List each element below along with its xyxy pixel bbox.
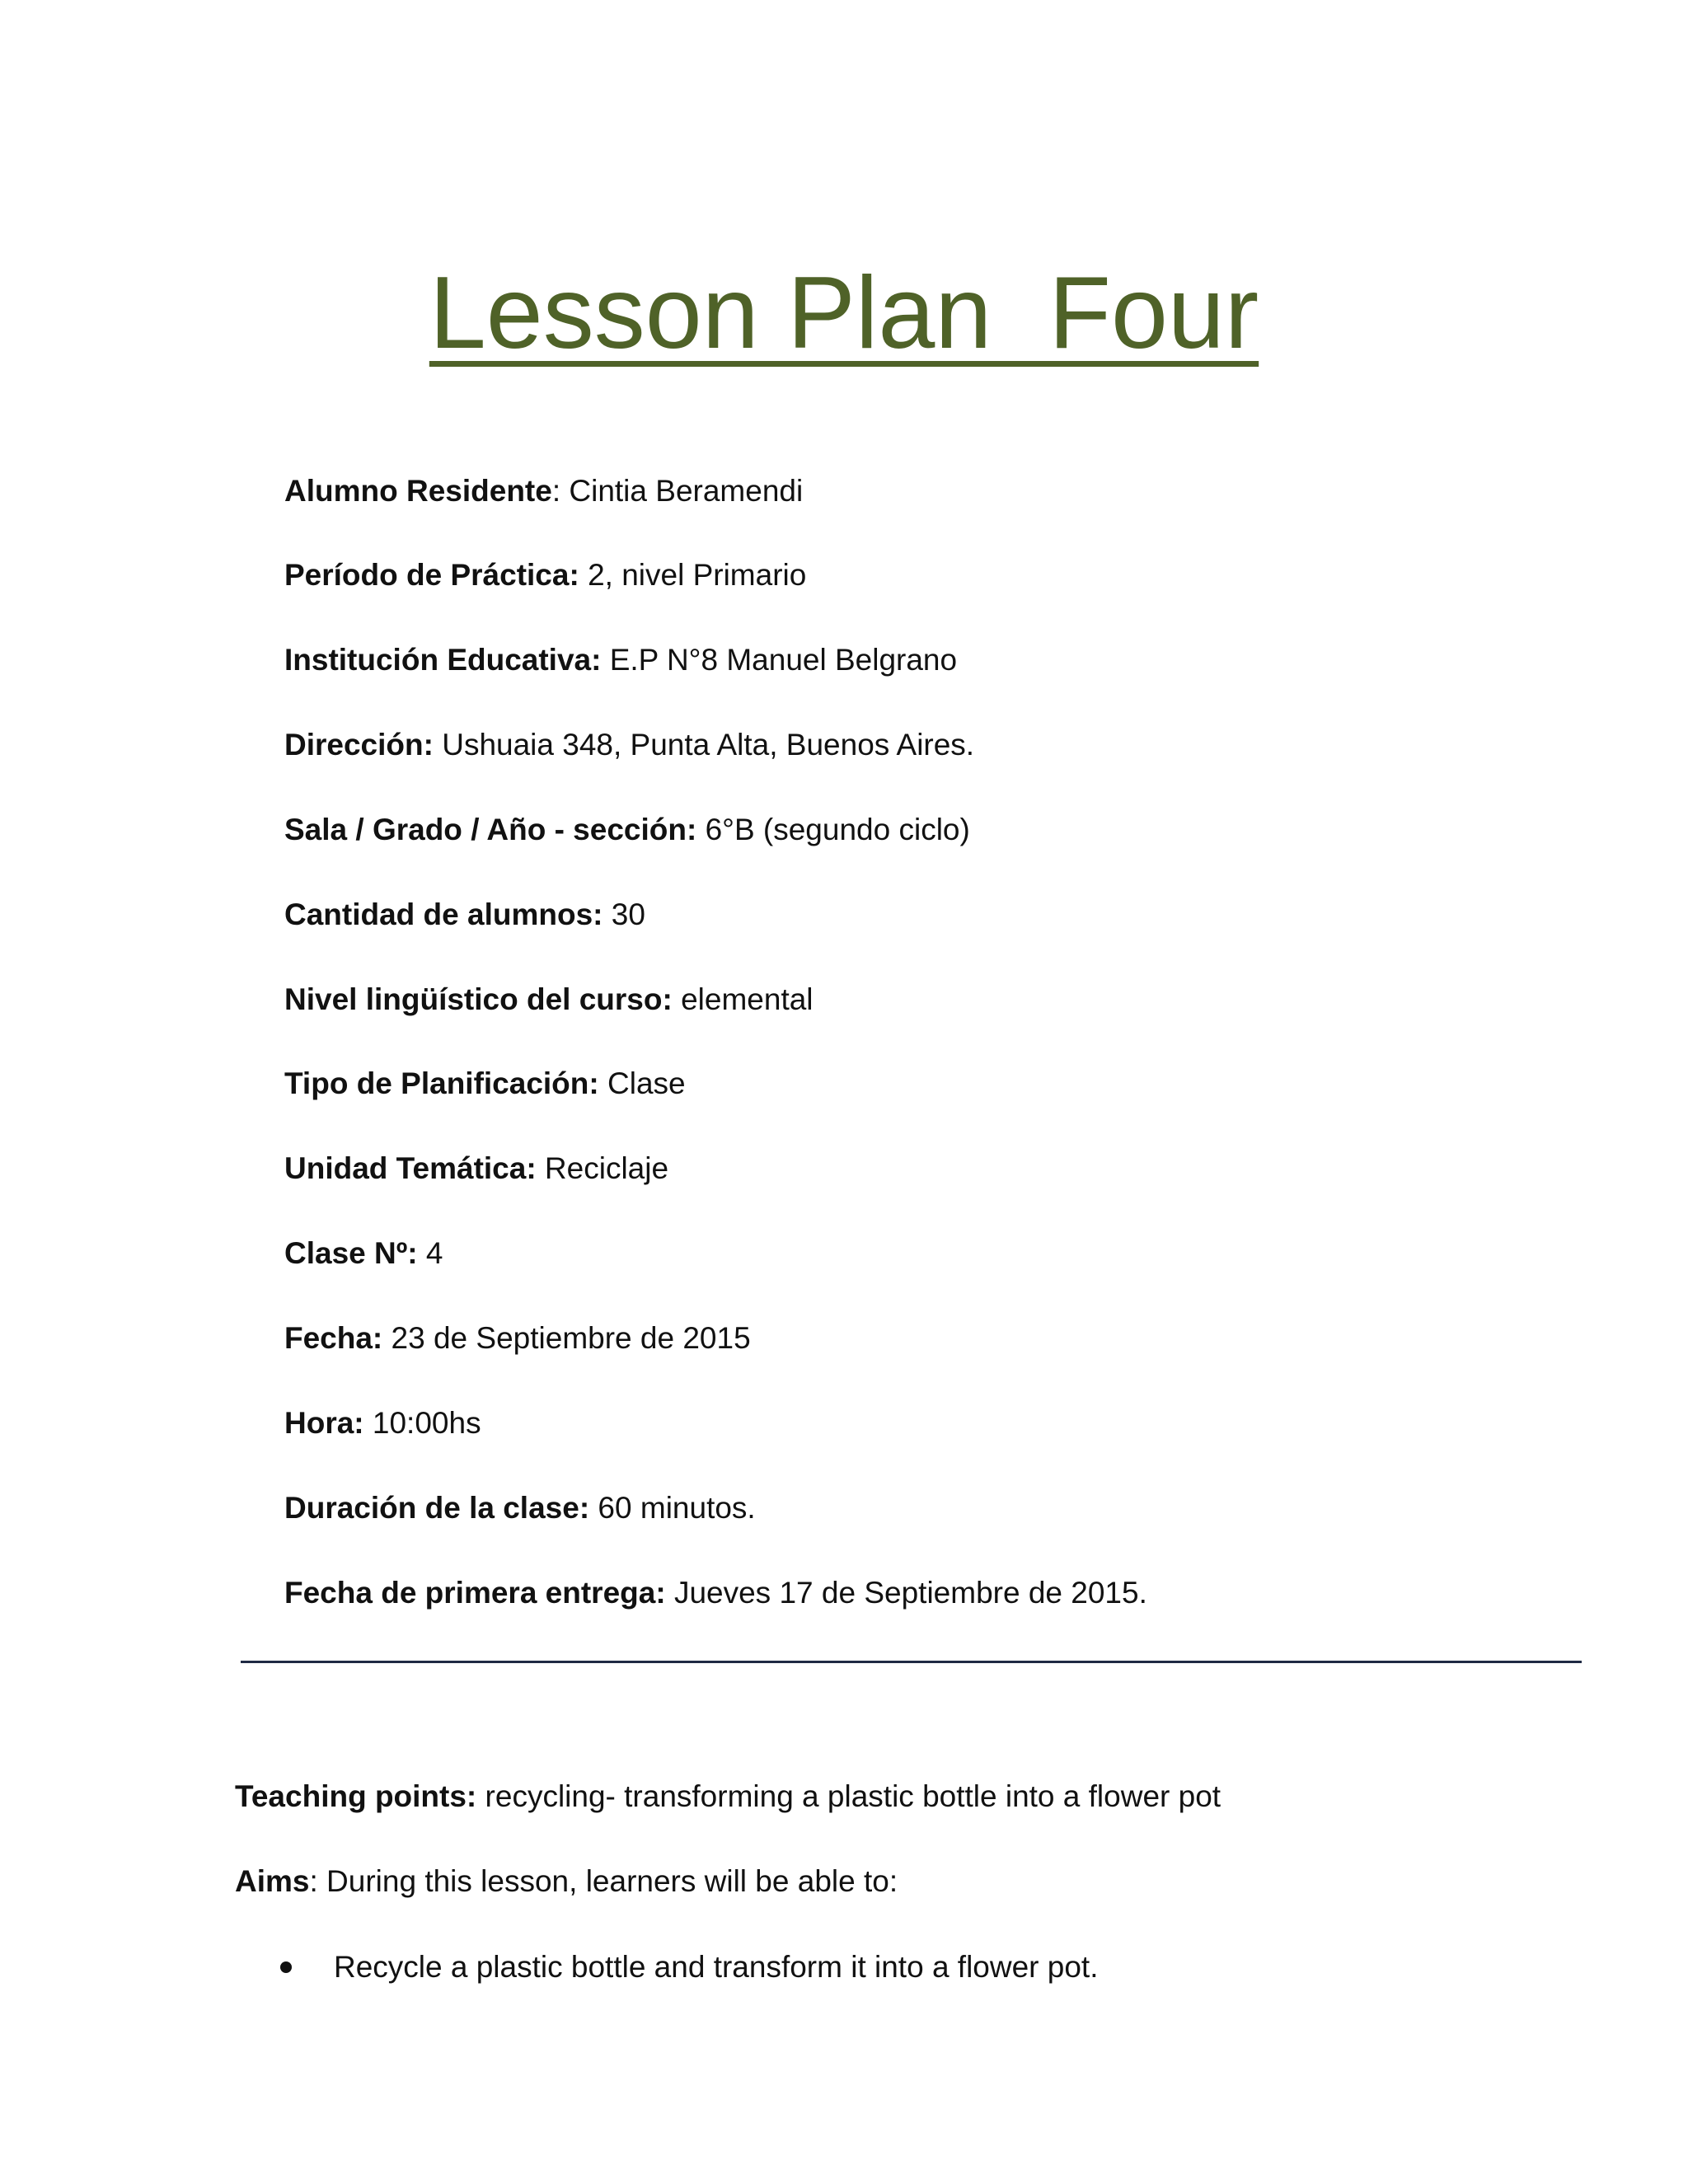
bullet-icon bbox=[280, 1961, 292, 1973]
field-value: E.P N°8 Manuel Belgrano bbox=[601, 643, 958, 677]
page-title bbox=[0, 256, 1688, 370]
field-value: Ushuaia 348, Punta Alta, Buenos Aires. bbox=[433, 728, 975, 762]
field-label: Unidad Temática: bbox=[284, 1151, 537, 1185]
aims-label: Aims bbox=[235, 1864, 310, 1898]
field-label: Clase Nº: bbox=[284, 1236, 418, 1270]
field-label: Período de Práctica: bbox=[284, 558, 579, 592]
teaching-points bbox=[235, 1781, 1221, 1811]
field-label: Nivel lingüístico del curso: bbox=[284, 982, 673, 1016]
field-periodo-practica bbox=[284, 560, 806, 590]
field-unidad-tematica bbox=[284, 1153, 668, 1183]
field-value: Jueves 17 de Septiembre de 2015. bbox=[665, 1576, 1147, 1610]
field-label: Cantidad de alumnos: bbox=[284, 898, 603, 931]
field-label: Alumno Residente bbox=[284, 474, 552, 508]
field-cantidad-alumnos bbox=[284, 899, 645, 930]
field-label: Duración de la clase: bbox=[284, 1491, 590, 1525]
section-divider bbox=[241, 1661, 1582, 1663]
field-value: : Cintia Beramendi bbox=[551, 474, 804, 508]
field-value: Reciclaje bbox=[536, 1151, 669, 1185]
field-value: 4 bbox=[417, 1236, 443, 1270]
field-value: elemental bbox=[672, 982, 814, 1016]
teaching-points-value: recycling- transforming a plastic bottle into a flower pot bbox=[476, 1779, 1221, 1813]
field-value: 10:00hs bbox=[363, 1406, 481, 1440]
field-duracion bbox=[284, 1493, 756, 1523]
field-label: Fecha de primera entrega: bbox=[284, 1576, 666, 1610]
field-fecha bbox=[284, 1323, 751, 1353]
field-nivel-linguistico bbox=[284, 984, 814, 1015]
field-hora bbox=[284, 1408, 481, 1438]
field-fecha-entrega bbox=[284, 1577, 1147, 1608]
field-alumno-residente bbox=[284, 476, 803, 506]
aims bbox=[235, 1866, 898, 1896]
field-label: Dirección: bbox=[284, 728, 434, 762]
field-direccion bbox=[284, 729, 974, 760]
field-value: 2, nivel Primario bbox=[579, 558, 807, 592]
field-value: 23 de Septiembre de 2015 bbox=[382, 1321, 751, 1355]
field-label: Institución Educativa: bbox=[284, 643, 602, 677]
field-value: Clase bbox=[598, 1066, 686, 1100]
field-label: Fecha: bbox=[284, 1321, 383, 1355]
field-value: 30 bbox=[603, 898, 645, 931]
field-value: 60 minutos. bbox=[589, 1491, 756, 1525]
field-institucion bbox=[284, 644, 957, 675]
field-sala-grado bbox=[284, 814, 970, 845]
page-title-text: Lesson Plan Four bbox=[429, 256, 1259, 370]
field-label: Hora: bbox=[284, 1406, 364, 1440]
field-value: 6°B (segundo ciclo) bbox=[696, 813, 970, 846]
teaching-points-label: Teaching points: bbox=[235, 1779, 477, 1813]
aims-list-item-text: Recycle a plastic bottle and transform it into a flower pot. bbox=[334, 1950, 1099, 1984]
aims-value: : During this lesson, learners will be able to: bbox=[309, 1864, 898, 1898]
field-clase-numero bbox=[284, 1238, 443, 1268]
field-label: Tipo de Planificación: bbox=[284, 1066, 599, 1100]
field-tipo-planificacion bbox=[284, 1068, 686, 1099]
field-label: Sala / Grado / Año - sección: bbox=[284, 813, 697, 846]
